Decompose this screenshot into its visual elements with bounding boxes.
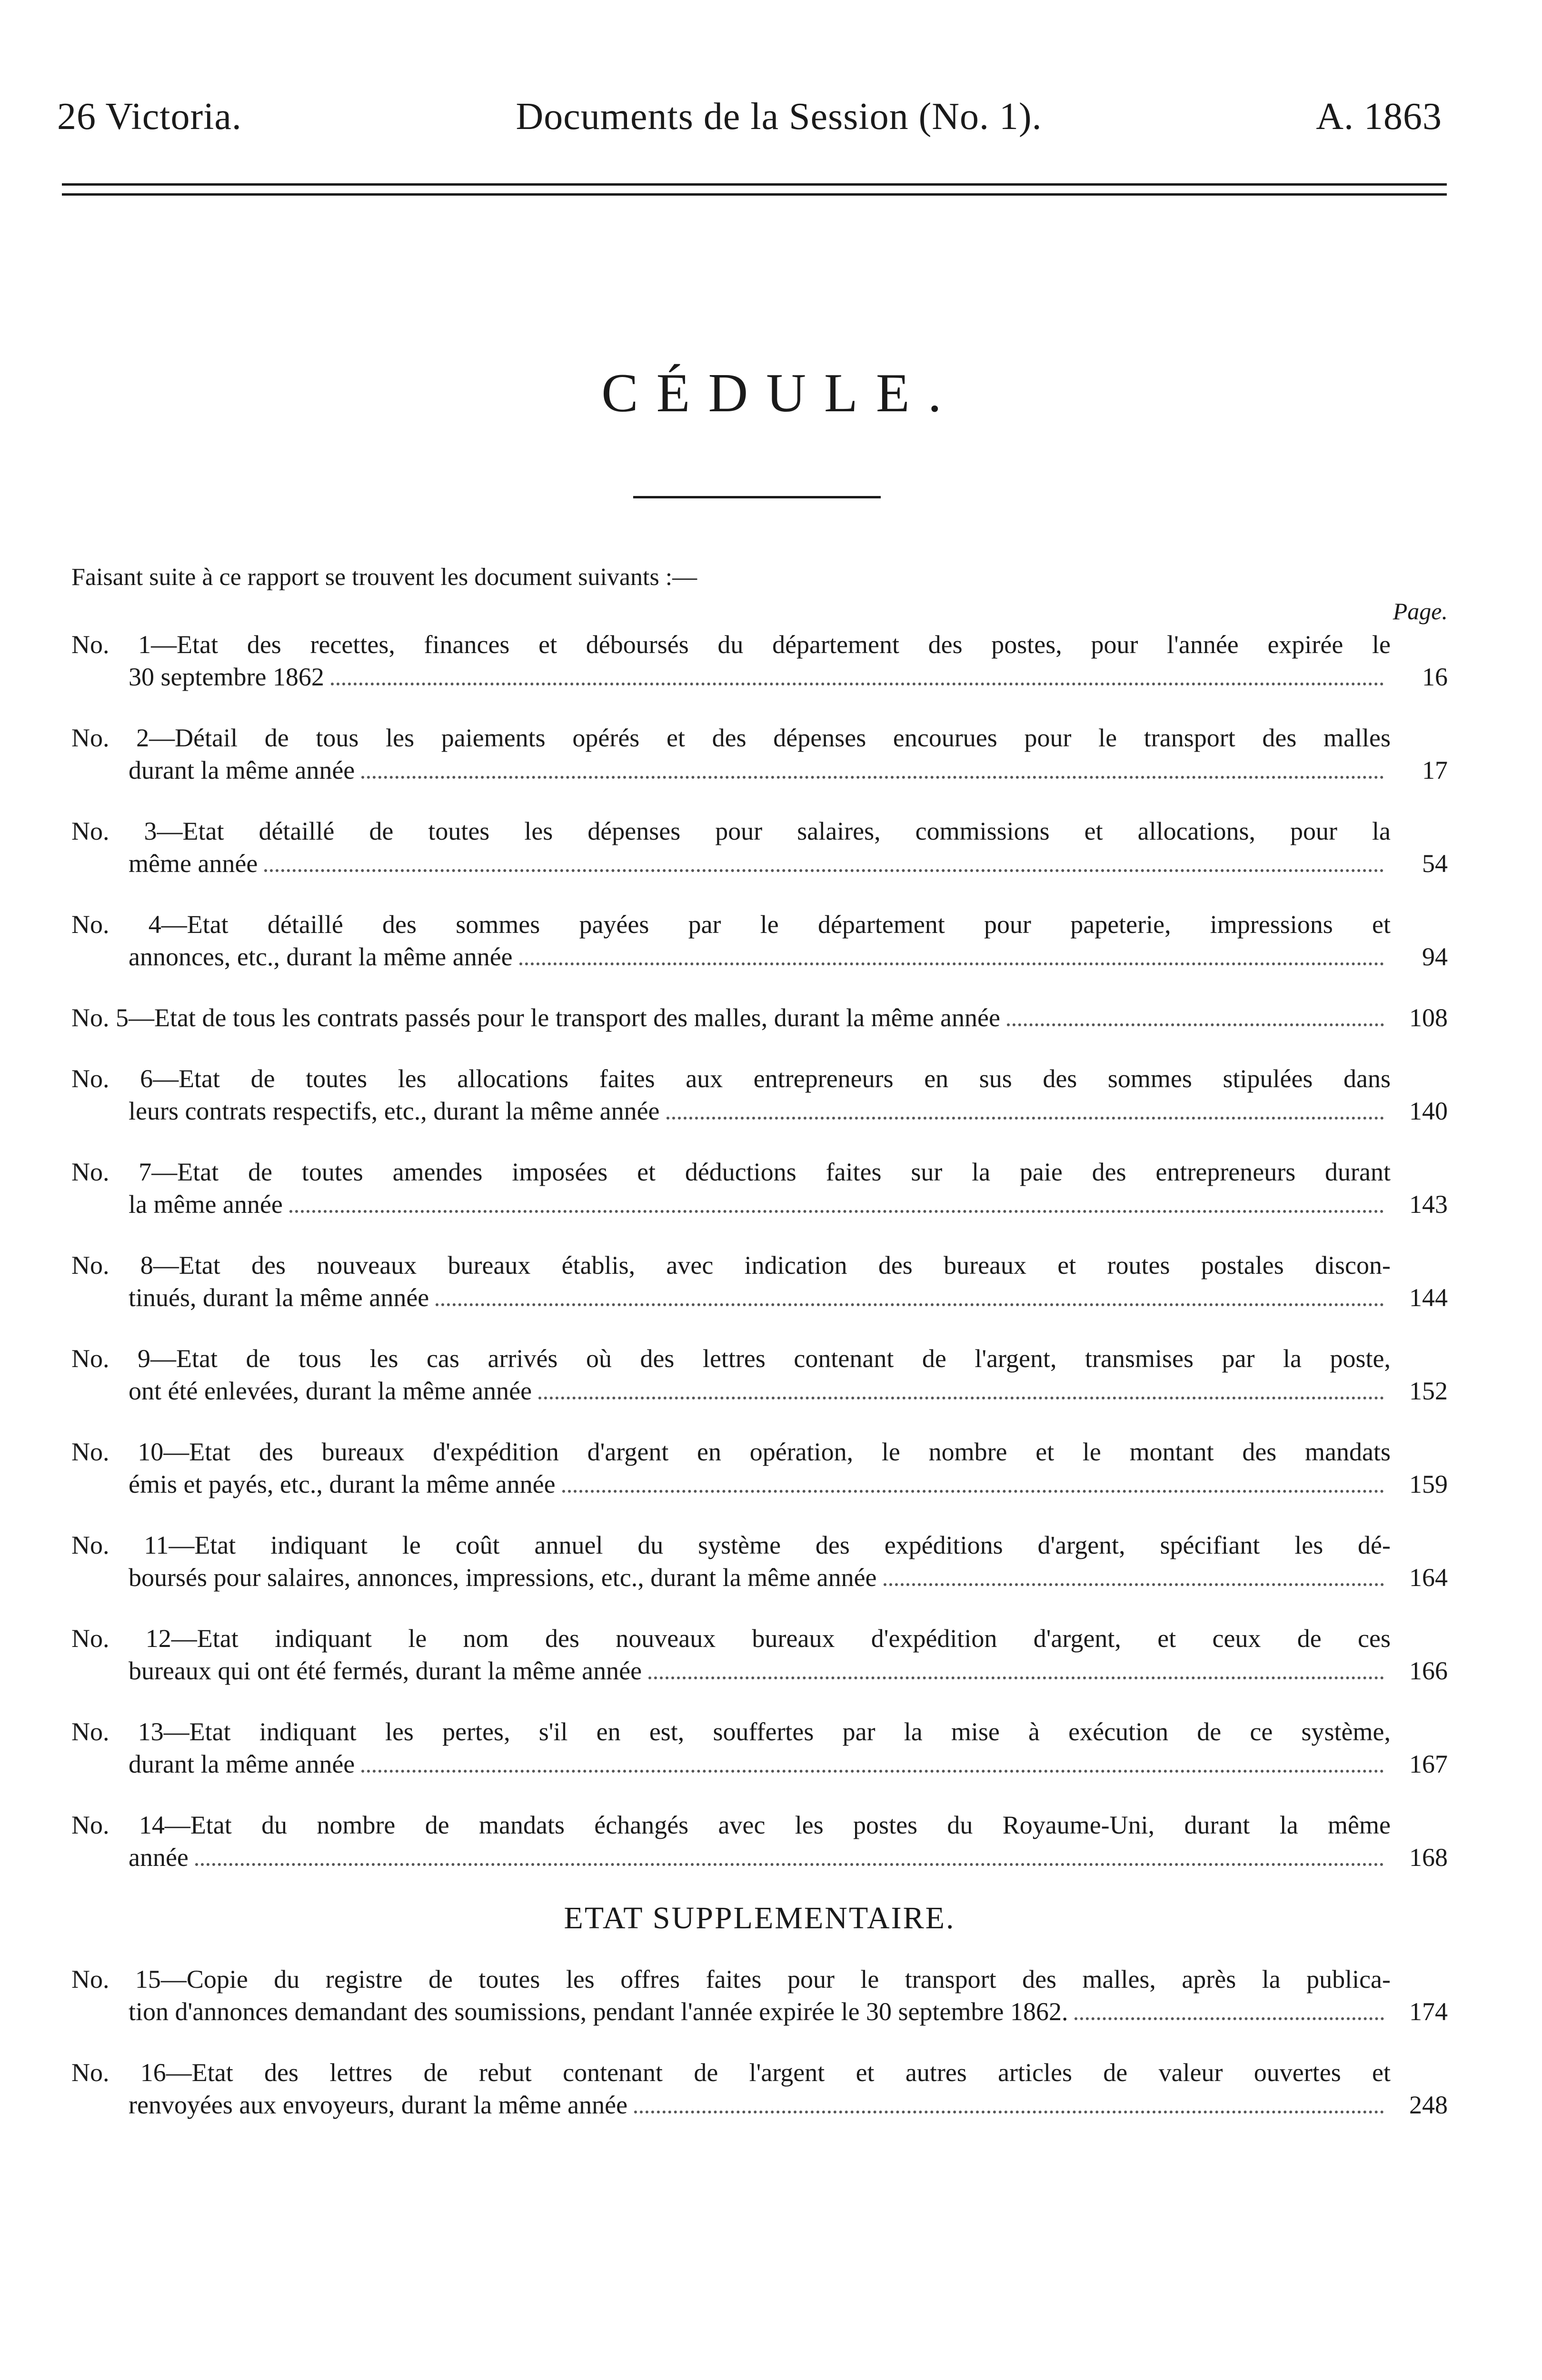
schedule-entry xyxy=(71,1436,1448,1500)
entry-text xyxy=(71,1156,1391,1220)
entry-continuation-text: la même année xyxy=(129,1190,283,1219)
entry-first-line: No. 5—Etat de tous les contrats passés pour le transport des malles, durant la même année xyxy=(71,1003,1000,1032)
header-year: A. 1863 xyxy=(1316,96,1442,138)
schedule-list xyxy=(71,628,1448,2150)
dot-leader xyxy=(519,962,1384,965)
schedule-entry xyxy=(71,1963,1448,2028)
entry-continuation xyxy=(71,1841,1391,1874)
dot-leader xyxy=(667,1117,1384,1120)
entry-first-line: No. 12—Etat indiquant le nom des nouveaux bureaux d'expédition d'argent, et ceux de ces xyxy=(71,1624,1391,1653)
schedule-entry xyxy=(71,1156,1448,1220)
entry-text xyxy=(71,1002,1391,1034)
entry-first-line: No. 1—Etat des recettes, finances et déboursés du département des postes, pour l'année expirée le xyxy=(71,630,1391,659)
dot-leader xyxy=(562,1490,1384,1493)
dot-leader xyxy=(195,1863,1384,1866)
entry-continuation xyxy=(71,1995,1391,2028)
dot-leader xyxy=(331,683,1384,685)
entry-continuation-text: même année xyxy=(129,849,258,878)
entry-text xyxy=(71,1622,1391,1687)
entry-continuation xyxy=(71,1281,1391,1314)
page-header xyxy=(57,95,1442,139)
schedule-entry xyxy=(71,1622,1448,1687)
entry-first-line: No. 7—Etat de toutes amendes imposées et déductions faites sur la paie des entrepreneurs durant xyxy=(71,1158,1391,1186)
entry-continuation-text: bureaux qui ont été fermés, durant la même année xyxy=(129,1656,642,1685)
entry-text xyxy=(71,1249,1391,1314)
entry-page-number: 140 xyxy=(1409,1097,1448,1125)
dot-leader xyxy=(361,1770,1384,1773)
entry-continuation xyxy=(71,941,1391,973)
supplement-title: ETAT SUPPLEMENTAIRE. xyxy=(564,1901,955,1935)
entry-continuation xyxy=(71,1188,1391,1220)
entry-continuation-text: durant la même année xyxy=(129,1750,355,1778)
entry-first-line: No. 6—Etat de toutes les allocations faites aux entrepreneurs en sus des sommes stipulées dans xyxy=(71,1064,1391,1093)
entry-text xyxy=(71,1436,1391,1500)
entry-continuation xyxy=(71,1375,1391,1407)
entry-page-number: 16 xyxy=(1422,663,1448,691)
schedule-entry xyxy=(71,1062,1448,1127)
dot-leader xyxy=(436,1303,1384,1306)
supplement-entries xyxy=(71,1963,1448,2121)
dot-leader xyxy=(289,1210,1384,1213)
entry-single-line xyxy=(71,1002,1391,1034)
entry-first-line: No. 9—Etat de tous les cas arrivés où des lettres contenant de l'argent, transmises par la poste, xyxy=(71,1344,1391,1373)
entry-page-number: 168 xyxy=(1409,1843,1448,1872)
entry-text xyxy=(71,628,1391,693)
entry-first-line: No. 11—Etat indiquant le coût annuel du système des expéditions d'argent, spécifiant les dé- xyxy=(71,1531,1391,1559)
entry-first-line: No. 2—Détail de tous les paiements opérés et des dépenses encourues pour le transport des malles xyxy=(71,724,1391,752)
entry-continuation xyxy=(71,1561,1391,1594)
schedule-entry xyxy=(71,1529,1448,1594)
entry-continuation-text: durant la même année xyxy=(129,756,355,784)
page-title: CÉDULE. xyxy=(601,363,960,424)
schedule-entry xyxy=(71,1249,1448,1314)
intro-text: Faisant suite à ce rapport se trouvent les document suivants :— xyxy=(71,564,697,591)
schedule-entry xyxy=(71,908,1448,973)
entry-text xyxy=(71,2056,1391,2121)
entry-page-number: 108 xyxy=(1409,1003,1448,1032)
schedule-entry xyxy=(71,2056,1448,2121)
dot-leader xyxy=(264,869,1384,872)
entry-continuation xyxy=(71,1748,1391,1780)
entry-continuation-text: leurs contrats respectifs, etc., durant la même année xyxy=(129,1097,660,1125)
entry-continuation-text: annonces, etc., durant la même année xyxy=(129,942,513,971)
schedule-entry xyxy=(71,722,1448,786)
entry-continuation-text: année xyxy=(129,1843,189,1872)
entry-text xyxy=(71,1342,1391,1407)
entry-page-number: 143 xyxy=(1409,1190,1448,1219)
main-entries xyxy=(71,628,1448,1874)
entry-first-line: No. 4—Etat détaillé des sommes payées par le département pour papeterie, impressions et xyxy=(71,910,1391,939)
entry-first-line: No. 3—Etat détaillé de toutes les dépenses pour salaires, commissions et allocations, pour la xyxy=(71,817,1391,845)
entry-text xyxy=(71,1716,1391,1780)
dot-leader xyxy=(1007,1023,1384,1026)
entry-continuation-text: ont été enlevées, durant la même année xyxy=(129,1377,532,1405)
dot-leader xyxy=(648,1676,1384,1679)
schedule-entry xyxy=(71,628,1448,693)
entry-text xyxy=(71,1062,1391,1127)
entry-first-line: No. 14—Etat du nombre de mandats échangés avec les postes du Royaume-Uni, durant la même xyxy=(71,1811,1391,1839)
entry-continuation-text: tion d'annonces demandant des soumissions, pendant l'année expirée le 30 septembre 1862. xyxy=(129,1997,1068,2026)
entry-continuation xyxy=(71,2089,1391,2121)
entry-text xyxy=(71,1963,1391,2028)
entry-page-number: 167 xyxy=(1409,1750,1448,1778)
entry-continuation xyxy=(71,847,1391,880)
entry-text xyxy=(71,908,1391,973)
entry-text xyxy=(71,1809,1391,1874)
entry-page-number: 166 xyxy=(1409,1656,1448,1685)
entry-page-number: 248 xyxy=(1409,2091,1448,2119)
entry-first-line: No. 16—Etat des lettres de rebut contenant de l'argent et autres articles de valeur ouvertes et xyxy=(71,2058,1391,2087)
page-column-label: Page. xyxy=(1393,598,1448,625)
entry-continuation-text: 30 septembre 1862 xyxy=(129,663,324,691)
entry-continuation-text: renvoyées aux envoyeurs, durant la même année xyxy=(129,2091,628,2119)
entry-continuation xyxy=(71,661,1391,693)
header-document-title: Documents de la Session (No. 1). xyxy=(516,96,1042,138)
entry-first-line: No. 15—Copie du registre de toutes les offres faites pour le transport des malles, après la publica- xyxy=(71,1965,1391,1993)
header-session: 26 Victoria. xyxy=(57,96,242,138)
entry-text xyxy=(71,1529,1391,1594)
entry-page-number: 152 xyxy=(1409,1377,1448,1405)
dot-leader xyxy=(1074,2017,1384,2020)
entry-first-line: No. 10—Etat des bureaux d'expédition d'argent en opération, le nombre et le montant des mandats xyxy=(71,1438,1391,1466)
entry-continuation xyxy=(71,1468,1391,1500)
schedule-entry xyxy=(71,1809,1448,1874)
entry-page-number: 174 xyxy=(1409,1997,1448,2026)
entry-page-number: 144 xyxy=(1409,1283,1448,1312)
entry-continuation xyxy=(71,754,1391,786)
title-rule xyxy=(633,496,881,498)
dot-leader xyxy=(538,1397,1384,1399)
entry-first-line: No. 8—Etat des nouveaux bureaux établis, avec indication des bureaux et routes postales discon- xyxy=(71,1251,1391,1279)
entry-first-line: No. 13—Etat indiquant les pertes, s'il en est, souffertes par la mise à exécution de ce système, xyxy=(71,1717,1391,1746)
entry-page-number: 94 xyxy=(1422,942,1448,971)
entry-continuation-text: émis et payés, etc., durant la même année xyxy=(129,1470,556,1498)
schedule-entry xyxy=(71,1002,1448,1034)
dot-leader xyxy=(884,1583,1384,1586)
entry-text xyxy=(71,722,1391,786)
schedule-entry xyxy=(71,1342,1448,1407)
entry-continuation-text: boursés pour salaires, annonces, impressions, etc., durant la même année xyxy=(129,1563,877,1592)
entry-page-number: 164 xyxy=(1409,1563,1448,1592)
schedule-entry xyxy=(71,1716,1448,1780)
entry-page-number: 159 xyxy=(1409,1470,1448,1498)
dot-leader xyxy=(634,2111,1384,2113)
dot-leader xyxy=(361,776,1384,779)
entry-page-number: 17 xyxy=(1422,756,1448,784)
header-double-rule xyxy=(62,183,1447,196)
entry-continuation-text: tinués, durant la même année xyxy=(129,1283,429,1312)
entry-text xyxy=(71,815,1391,880)
entry-continuation xyxy=(71,1095,1391,1127)
schedule-entry xyxy=(71,815,1448,880)
entry-page-number: 54 xyxy=(1422,849,1448,878)
entry-continuation xyxy=(71,1655,1391,1687)
